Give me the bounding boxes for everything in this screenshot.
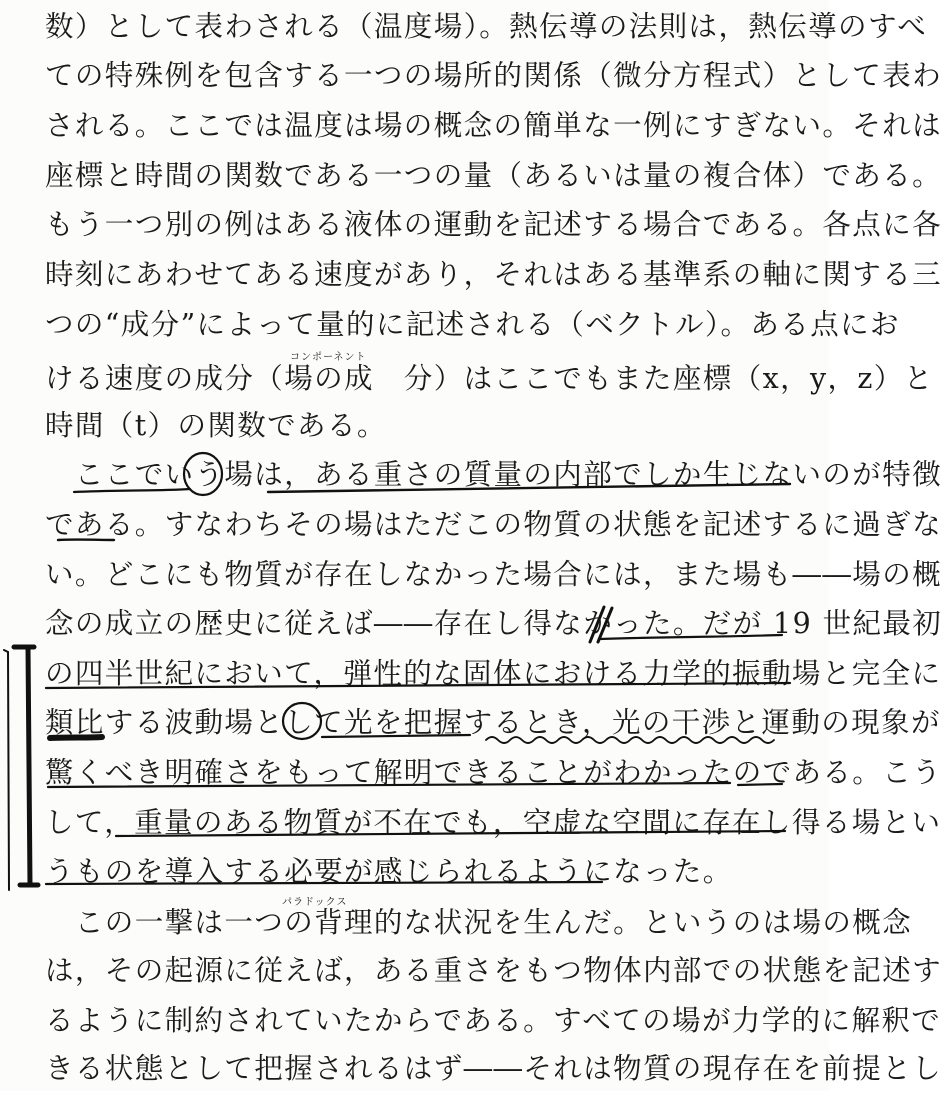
text-line-16: 驚くべき明確さをもって解明できることがわかったのである。こう [45,747,942,799]
text-line-17: して，重量のある物質が不在でも，空虚な空間に存在し得る場とい [45,797,941,849]
text-line-4: 座標と時間の関数である一つの量（あるいは量の複合体）である。 [45,150,942,202]
ruby-component: コンポーネント [290,348,367,363]
text-line-3: される。ここでは温度は場の概念の簡単な一例にすぎない。それは [45,100,942,152]
text-line-14: の四半世紀において，弾性的な固体における力学的振動場と完全に [45,648,941,700]
text-line-2: ての特殊例を包含する一つの場所的関係（微分方程式）として表わ [45,50,942,102]
text-line-19: この一撃は一つの背理的な状況を生んだ。というのは場の概念 [45,897,912,949]
text-line-5: もう一つ別の例はある液体の運動を記述する場合である。各点に各 [45,199,942,251]
side-bracket-mark [4,650,9,890]
text-line-9: 時間（t）の関数である。 [45,400,387,452]
text-line-21: るように制約されていたからである。すべての場が力学的に解釈で [45,995,941,1047]
side-bracket-mark [14,647,38,885]
text-line-20: は，その起源に従えば，ある重さをもつ物体内部での状態を記述す [45,945,942,997]
text-line-6: 時刻にあわせてある速度があり，それはある基準系の軸に関する三 [45,249,942,301]
text-line-10: ここでいう場は，ある重さの質量の内部でしか生じないのが特徴 [45,449,942,501]
text-line-22: きる状態として把握されるはず――それは物質の現存在を前提とし [45,1043,942,1095]
text-line-12: い。どこにも物質が存在しなかった場合には，また場も――場の概 [45,549,942,601]
text-line-11: である。すなわちその場はただこの物質の状態を記述するに過ぎな [45,499,942,551]
text-line-7: つの“成分”によって量的に記述される（ベクトル）。ある点にお [45,299,900,351]
text-line-13: 念の成立の歴史に従えば――存在し得なかった。だが 19 世紀最初 [45,598,942,650]
text-line-8: ける速度の成分（場の成 分）はここでもまた座標（x，y，z）と [45,353,934,405]
text-line-15: 類比する波動場として光を把握するとき，光の干渉と運動の現象が [45,697,941,749]
text-line-18: うものを導入する必要が感じられるようになった。 [45,846,733,898]
text-line-1: 数）として表わされる（温度場）。熱伝導の法則は，熱伝導のすべ [45,1,927,53]
ruby-paradox: パラドックス [282,893,348,908]
